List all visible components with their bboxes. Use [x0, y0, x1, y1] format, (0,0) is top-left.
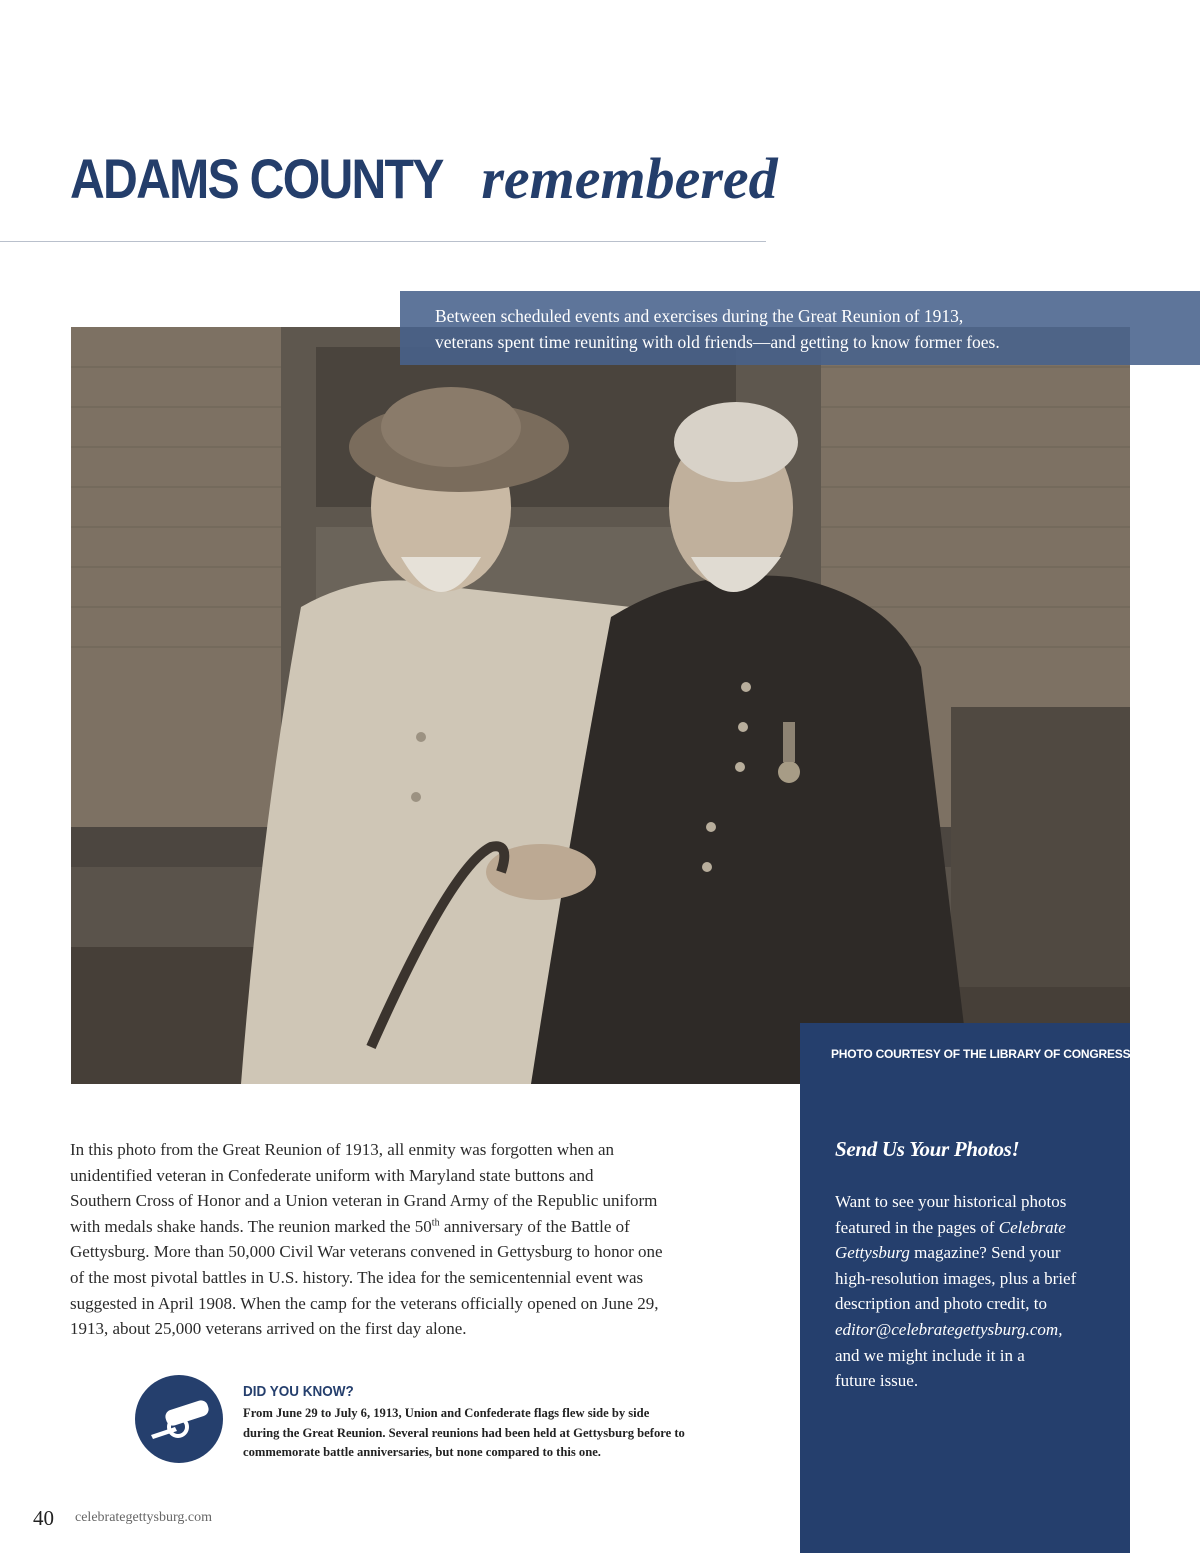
sidebar-line: Gettysburg magazine? Send your — [835, 1243, 1061, 1263]
article-line: Southern Cross of Honor and a Union veteran in Grand Army of the Republic uniform — [70, 1191, 658, 1211]
title-bold: ADAMS COUNTY — [70, 147, 443, 210]
dyk-line: From June 29 to July 6, 1913, Union and Confederate flags flew side by side — [243, 1406, 650, 1420]
page-title — [70, 146, 778, 211]
sidebar-line: Want to see your historical photos — [835, 1192, 1067, 1211]
photo-caption — [435, 303, 1175, 355]
sidebar-line: and we might include it in a — [835, 1345, 1025, 1365]
article-line: of the most pivotal battles in U.S. history. The idea for the semicentennial event was — [70, 1267, 644, 1287]
photo-caption-line: veterans spent time reuniting with old friends—and getting to know former foes. — [435, 332, 1000, 352]
dyk-line: during the Great Reunion. Several reunions had been held at Gettysburg before to — [243, 1425, 685, 1440]
photo-caption-band — [400, 291, 1200, 365]
article-line: with medals shake hands. The reunion marked the 50th anniversary of the Battle of — [70, 1216, 630, 1236]
magazine-name: Celebrate — [998, 1217, 1066, 1237]
sidebar-line: future issue. — [835, 1371, 919, 1391]
article-line: suggested in April 1908. When the camp for the veterans officially opened on June 29, — [70, 1293, 659, 1313]
photo-credit: PHOTO COURTESY OF THE LIBRARY OF CONGRESS — [831, 1047, 1131, 1061]
article-line: 1913, about 25,000 veterans arrived on the first day alone. — [70, 1319, 467, 1339]
article-line: Gettysburg. More than 50,000 Civil War veterans convened in Gettysburg to honor one — [70, 1242, 663, 1262]
send-photos-sidebar — [800, 1023, 1130, 1553]
article-line: In this photo from the Great Reunion of 1913, all enmity was forgotten when an — [70, 1140, 615, 1159]
did-you-know-body — [243, 1404, 763, 1463]
dyk-line: commemorate battle anniversaries, but none compared to this one. — [243, 1445, 601, 1459]
send-photos-body — [835, 1189, 1115, 1394]
editor-email-link[interactable]: editor@celebrategettysburg.com, — [835, 1319, 1063, 1339]
send-photos-title: Send Us Your Photos! — [835, 1137, 1020, 1161]
sidebar-line: high-resolution images, plus a brief — [835, 1268, 1077, 1288]
title-rule — [0, 241, 766, 242]
cannon-icon — [135, 1375, 223, 1463]
title-italic: remembered — [481, 146, 778, 211]
article-body — [70, 1137, 770, 1342]
photo-caption-line: Between scheduled events and exercises during the Great Reunion of 1913, — [435, 306, 964, 326]
sidebar-line — [835, 1317, 1115, 1343]
sidebar-line: featured in the pages of Celebrate — [835, 1217, 1066, 1237]
sidebar-line: description and photo credit, to — [835, 1294, 1047, 1314]
veterans-photo-illustration — [71, 327, 1130, 1084]
magazine-name: Gettysburg — [835, 1243, 910, 1263]
did-you-know-title: DID YOU KNOW? — [243, 1383, 354, 1400]
page-number: 40 — [33, 1506, 54, 1530]
ordinal-suffix: th — [431, 1217, 440, 1229]
site-url[interactable]: celebrategettysburg.com — [75, 1510, 212, 1525]
article-line: unidentified veteran in Confederate uniform with Maryland state buttons and — [70, 1165, 594, 1185]
reunion-photo — [71, 327, 1130, 1084]
